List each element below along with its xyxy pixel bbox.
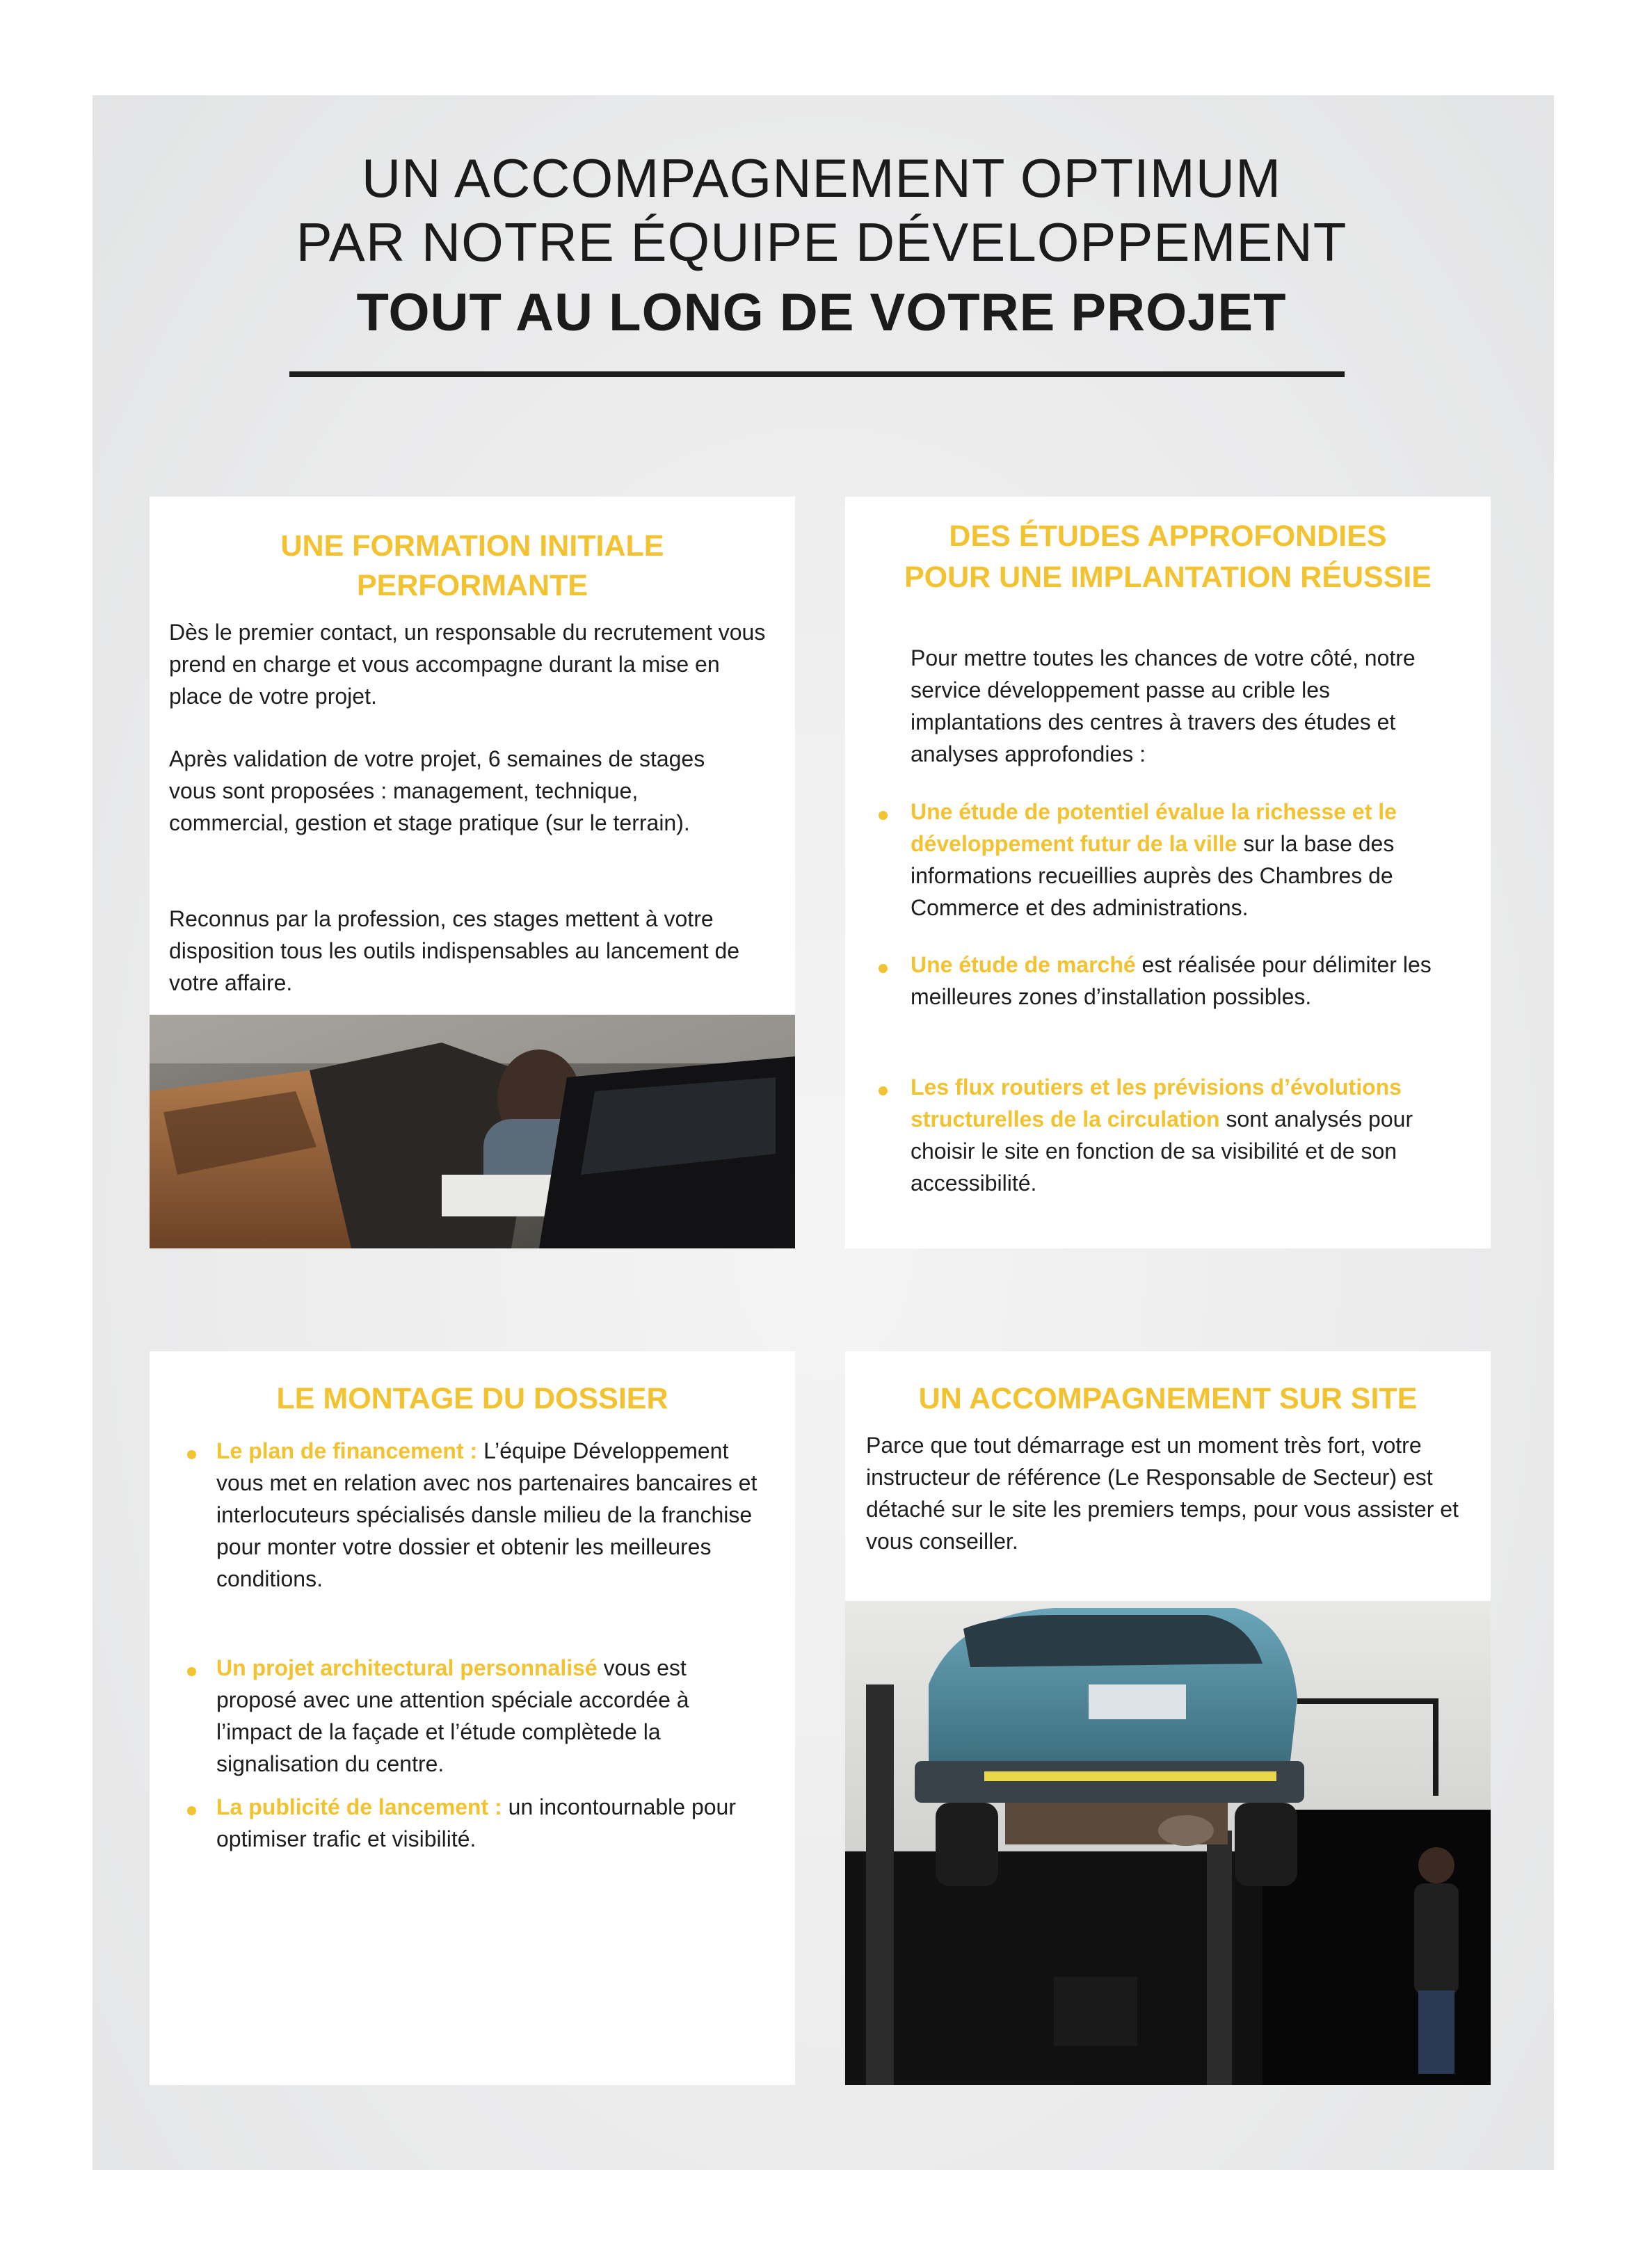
car-lift-illustration <box>845 1601 1491 2085</box>
card-dossier <box>150 1351 795 2085</box>
card-formation-paragraph-2: Après validation de votre projet, 6 semaines de stages vous sont proposées : management, technique, commercial, gestion et stage pratique (sur le terrain). <box>169 746 705 835</box>
card-etudes-bullet-3-strong: Les flux routiers et les prévisions d’évolutions structurelles de la circulation <box>911 1075 1402 1132</box>
card-dossier-bullet-3 <box>216 1791 759 1855</box>
headline-divider <box>289 371 1345 377</box>
card-formation-title-1: UNE FORMATION INITIALE <box>280 529 664 563</box>
card-dossier-bullet-3-text: un incontournable pour optimiser trafic et visibilité. <box>216 1794 736 1851</box>
card-dossier-bullet-2-text: vous est proposé avec une attention spéciale accordée à l’impact de la façade et l’étude complètede la signalisation du centre. <box>216 1655 689 1776</box>
headline-line-1: UN ACCOMPAGNEMENT OPTIMUM <box>361 147 1282 209</box>
headline-line-2: PAR NOTRE ÉQUIPE DÉVELOPPEMENT <box>296 211 1347 273</box>
card-etudes-bullet-3-text: sont analysés pour choisir le site en fonction de sa visibilité et de son accessibilité. <box>911 1107 1413 1196</box>
card-etudes-bullet-2-text: est réalisée pour délimiter les meilleures zones d’installation possibles. <box>911 952 1432 1009</box>
card-dossier-bullet-1-strong: Le plan de financement : <box>216 1438 478 1463</box>
card-dossier-bullet-3-strong: La publicité de lancement : <box>216 1794 502 1819</box>
card-etudes-title-1: DES ÉTUDES APPROFONDIES <box>949 520 1387 553</box>
mechanic-car-interior-photo <box>150 1015 795 1248</box>
bullet-dot-icon <box>879 1086 888 1095</box>
card-etudes-title-2: POUR UNE IMPLANTATION RÉUSSIE <box>904 561 1432 594</box>
card-etudes-bullet-1 <box>911 796 1467 924</box>
card-formation-paragraph-3: Reconnus par la profession, ces stages mettent à votre disposition tous les outils indispensables au lancement de votre affaire. <box>169 906 740 995</box>
bullet-dot-icon <box>187 1667 196 1676</box>
bullet-dot-icon <box>187 1806 196 1815</box>
bullet-dot-icon <box>879 964 888 973</box>
card-etudes-bullet-1-text: sur la base des informations recueillies auprès des Chambres de Commerce et des administrations. <box>911 831 1395 920</box>
card-etudes-bullet-2-strong: Une étude de marché <box>911 952 1136 977</box>
car-lift-garage-photo <box>845 1601 1491 2085</box>
card-dossier-bullet-2 <box>216 1652 759 1780</box>
card-etudes <box>845 497 1491 1248</box>
card-dossier-title: LE MONTAGE DU DOSSIER <box>276 1382 668 1415</box>
card-etudes-bullet-1-strong: Une étude de potentiel évalue la richesse et le développement futur de la ville <box>911 799 1397 856</box>
car-interior-illustration <box>150 1015 795 1248</box>
bullet-dot-icon <box>879 811 888 820</box>
card-site-title: UN ACCOMPAGNEMENT SUR SITE <box>918 1382 1418 1415</box>
card-dossier-bullet-1-text: L’équipe Développement vous met en relation avec nos partenaires bancaires et interlocuteurs spécialisés dansle milieu de la franchise pour monter votre dossier et obtenir les meilleures conditions. <box>216 1438 758 1591</box>
bullet-dot-icon <box>187 1450 196 1459</box>
card-dossier-bullet-2-strong: Un projet architectural personnalisé <box>216 1655 598 1680</box>
card-dossier-bullet-1 <box>216 1435 759 1595</box>
card-formation-paragraph-1: Dès le premier contact, un responsable du recrutement vous prend en charge et vous accompagne durant la mise en place de votre projet. <box>169 620 766 709</box>
card-site <box>845 1351 1491 2085</box>
card-etudes-bullet-3 <box>911 1071 1467 1199</box>
card-site-paragraph: Parce que tout démarrage est un moment très fort, votre instructeur de référence (Le Responsable de Secteur) est détaché sur le site les premiers temps, pour vous assister et vous conseiller. <box>866 1433 1459 1554</box>
headline-line-3: TOUT AU LONG DE VOTRE PROJET <box>356 283 1287 342</box>
card-formation-title-2: PERFORMANTE <box>356 569 588 602</box>
card-etudes-bullet-2 <box>911 949 1439 1013</box>
card-formation <box>150 497 795 1248</box>
card-etudes-intro: Pour mettre toutes les chances de votre côté, notre service développement passe au crible les implantations des centres à travers des études et analyses approfondies : <box>911 645 1416 766</box>
